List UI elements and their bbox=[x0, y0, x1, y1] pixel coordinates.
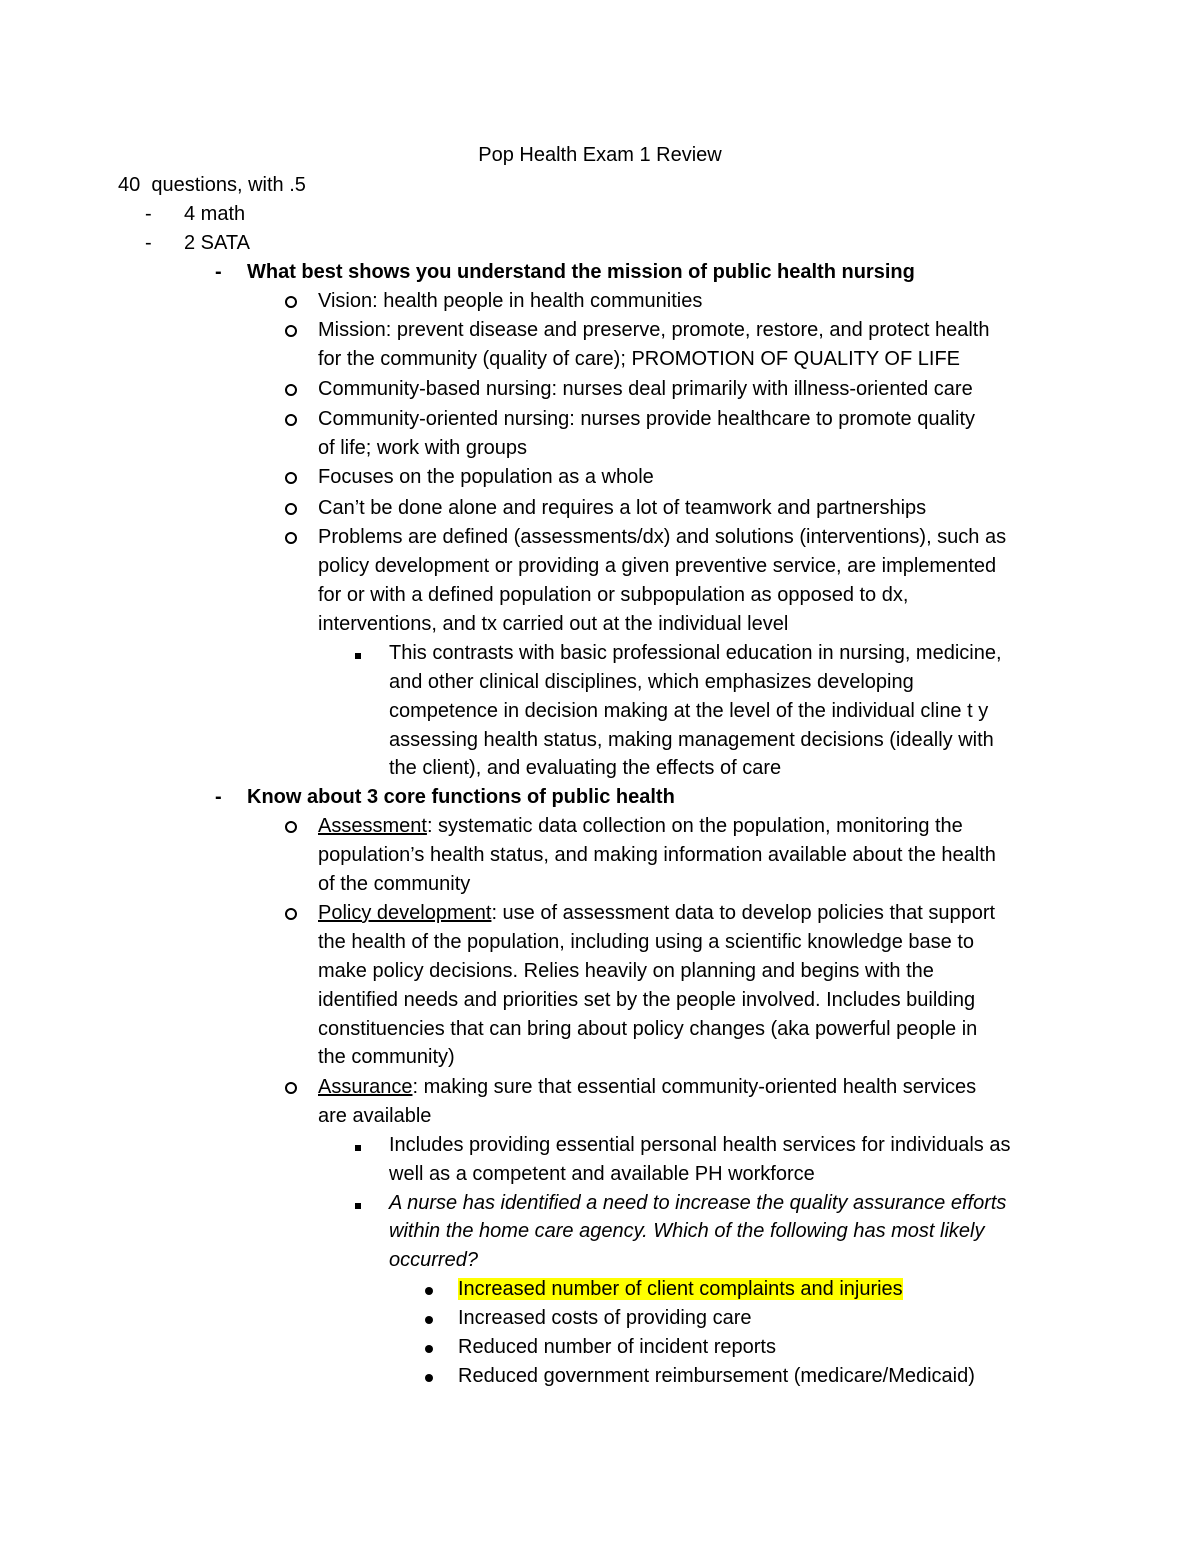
section-heading: What best shows you understand the mission of public health nursing bbox=[247, 261, 915, 283]
question-count: 40 bbox=[118, 174, 141, 196]
community-based-text: Community-based nursing: nurses deal primarily with illness-oriented care bbox=[318, 378, 973, 400]
square-bullet-icon bbox=[355, 1131, 361, 1160]
round-bullet-icon bbox=[425, 1362, 433, 1391]
teamwork-text: Can’t be done alone and requires a lot of teamwork and partnerships bbox=[318, 497, 927, 519]
round-bullet-icon bbox=[425, 1304, 433, 1333]
mission-text: Mission: prevent disease and preserve, promote, restore, and protect health bbox=[318, 319, 990, 341]
contrast-text: and other clinical disciplines, which emphasizes developing bbox=[389, 671, 914, 693]
includes-text: well as a competent and available PH workforce bbox=[389, 1163, 815, 1185]
practice-question: within the home care agency. Which of the following has most likely bbox=[389, 1220, 985, 1242]
circle-bullet-icon bbox=[285, 899, 297, 929]
circle-bullet-icon bbox=[285, 375, 297, 405]
dash-bullet: - bbox=[145, 232, 152, 254]
question-count-line bbox=[118, 171, 306, 200]
round-bullet-icon bbox=[425, 1275, 433, 1304]
contrast-text: the client), and evaluating the effects of care bbox=[389, 757, 782, 779]
answer-option-highlighted: Increased number of client complaints and injuries bbox=[458, 1278, 903, 1300]
answer-option: Reduced government reimbursement (medicare/Medicaid) bbox=[458, 1365, 975, 1387]
assessment-term: Assessment bbox=[318, 815, 427, 837]
policy-text: make policy decisions. Relies heavily on planning and begins with the bbox=[318, 960, 934, 982]
policy-text: the community) bbox=[318, 1046, 455, 1068]
problems-text: Problems are defined (assessments/dx) and solutions (interventions), such as bbox=[318, 526, 1007, 548]
practice-question: A nurse has identified a need to increase the quality assurance efforts bbox=[389, 1192, 1007, 1214]
assurance-text: are available bbox=[318, 1105, 432, 1127]
round-bullet-icon bbox=[425, 1333, 433, 1362]
dash-bullet: - bbox=[145, 203, 152, 225]
includes-text: Includes providing essential personal health services for individuals as bbox=[389, 1134, 1011, 1156]
circle-bullet-icon bbox=[285, 1073, 297, 1103]
policy-text: constituencies that can bring about policy changes (aka powerful people in bbox=[318, 1018, 978, 1040]
mission-text: for the community (quality of care); PROMOTION OF QUALITY OF LIFE bbox=[318, 348, 961, 370]
assessment-text: population’s health status, and making information available about the health bbox=[318, 844, 996, 866]
intro-item: 2 SATA bbox=[184, 232, 250, 254]
intro-item: 4 math bbox=[184, 203, 246, 225]
policy-term: Policy development bbox=[318, 902, 492, 924]
circle-bullet-icon bbox=[285, 405, 297, 435]
assurance-term: Assurance bbox=[318, 1076, 413, 1098]
answer-option: Increased costs of providing care bbox=[458, 1307, 752, 1329]
circle-bullet-icon bbox=[285, 463, 297, 493]
problems-text: for or with a defined population or subpopulation as opposed to dx, bbox=[318, 584, 909, 606]
section-heading: Know about 3 core functions of public health bbox=[247, 786, 675, 808]
assessment-text: of the community bbox=[318, 873, 471, 895]
community-oriented-text: of life; work with groups bbox=[318, 437, 527, 459]
community-oriented-text: Community-oriented nursing: nurses provide healthcare to promote quality bbox=[318, 408, 976, 430]
question-count-text: questions, with .5 bbox=[151, 174, 306, 196]
problems-text: policy development or providing a given preventive service, are implemented bbox=[318, 555, 997, 577]
dash-bullet: - bbox=[215, 261, 222, 283]
policy-text: the health of the population, including using a scientific knowledge base to bbox=[318, 931, 975, 953]
page-title: Pop Health Exam 1 Review bbox=[478, 144, 722, 166]
answer-option: Reduced number of incident reports bbox=[458, 1336, 776, 1358]
assessment-text: Assessment: systematic data collection on the population, monitoring the bbox=[318, 815, 963, 837]
circle-bullet-icon bbox=[285, 287, 297, 317]
policy-text: Policy development: use of assessment data to develop policies that support bbox=[318, 902, 996, 924]
problems-text: interventions, and tx carried out at the individual level bbox=[318, 613, 789, 635]
contrast-text: competence in decision making at the level of the individual cline t y bbox=[389, 700, 989, 722]
contrast-text: assessing health status, making management decisions (ideally with bbox=[389, 729, 994, 751]
policy-text: identified needs and priorities set by the people involved. Includes building bbox=[318, 989, 976, 1011]
square-bullet-icon bbox=[355, 1189, 361, 1218]
square-bullet-icon bbox=[355, 639, 361, 668]
circle-bullet-icon bbox=[285, 812, 297, 842]
focus-text: Focuses on the population as a whole bbox=[318, 466, 654, 488]
contrast-text: This contrasts with basic professional education in nursing, medicine, bbox=[389, 642, 1002, 664]
assurance-text: Assurance: making sure that essential community-oriented health services bbox=[318, 1076, 977, 1098]
vision-text: Vision: health people in health communities bbox=[318, 290, 703, 312]
circle-bullet-icon bbox=[285, 316, 297, 346]
circle-bullet-icon bbox=[285, 494, 297, 524]
practice-question: occurred? bbox=[389, 1249, 478, 1271]
circle-bullet-icon bbox=[285, 523, 297, 553]
dash-bullet: - bbox=[215, 786, 222, 808]
